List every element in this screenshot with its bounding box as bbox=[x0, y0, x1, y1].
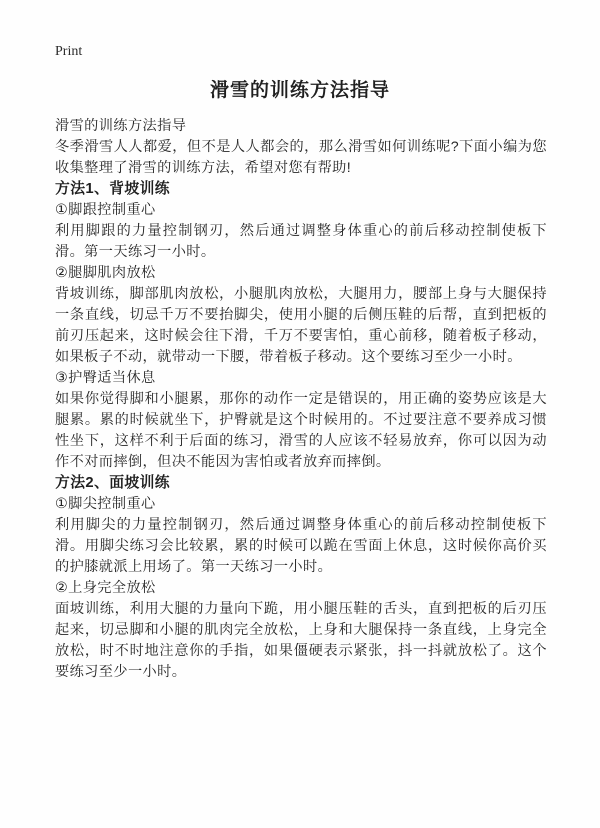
paragraph: 背坡训练，脚部肌肉放松，小腿肌肉放松，大腿用力，腰部上身与大腿保持一条直线，切忌千万不要抬脚尖，使用小腿的后侧压鞋的后帮，直到把板的前刃压起来，这时候会往下滑，千万不要害怕，重心前移，随着板子移动，如果板子不动，就带动一下腰，带着板子移动。这个要练习至少一小时。 bbox=[55, 286, 547, 365]
page-title: 滑雪的训练方法指导 bbox=[209, 80, 390, 101]
article-body bbox=[55, 116, 547, 683]
paragraph: ①脚跟控制重心 bbox=[55, 202, 156, 218]
section-heading: 方法2、面坡训练 bbox=[55, 475, 171, 491]
paragraph: ①脚尖控制重心 bbox=[55, 496, 156, 512]
print-link[interactable]: Print bbox=[55, 44, 83, 59]
paragraph: 面坡训练，利用大腿的力量向下跪，用小腿压鞋的舌头，直到把板的后刃压起来，切忌脚和小腿的肌肉完全放松，上身和大腿保持一条直线，上身完全放松，时不时地注意你的手指，如果僵硬表示紧张，抖一抖就放松了。这个要练习至少一小时。 bbox=[55, 601, 547, 680]
paragraph: ②上身完全放松 bbox=[55, 580, 156, 596]
paragraph: ③护臀适当休息 bbox=[55, 370, 156, 386]
paragraph: 滑雪的训练方法指导 bbox=[55, 118, 187, 134]
paragraph: 利用脚跟的力量控制钢刃，然后通过调整身体重心的前后移动控制使板下滑。第一天练习一小时。 bbox=[55, 223, 547, 260]
paragraph: ②腿脚肌肉放松 bbox=[55, 265, 156, 281]
paragraph: 利用脚尖的力量控制钢刃，然后通过调整身体重心的前后移动控制使板下滑。用脚尖练习会比较累，累的时候可以跪在雪面上休息，这时候你高价买的护膝就派上用场了。第一天练习一小时。 bbox=[55, 517, 547, 575]
section-heading: 方法1、背坡训练 bbox=[55, 181, 171, 197]
paragraph: 冬季滑雪人人都爱，但不是人人都会的，那么滑雪如何训练呢?下面小编为您收集整理了滑雪的训练方法，希望对您有帮助! bbox=[55, 139, 547, 176]
paragraph: 如果你觉得脚和小腿累，那你的动作一定是错误的，用正确的姿势应该是大腿累。累的时候就坐下，护臀就是这个时候用的。不过要注意不要养成习惯性坐下，这样不利于后面的练习，滑雪的人应该不轻易放弃，你可以因为动作不对而摔倒，但决不能因为害怕或者放弃而摔倒。 bbox=[55, 391, 547, 470]
